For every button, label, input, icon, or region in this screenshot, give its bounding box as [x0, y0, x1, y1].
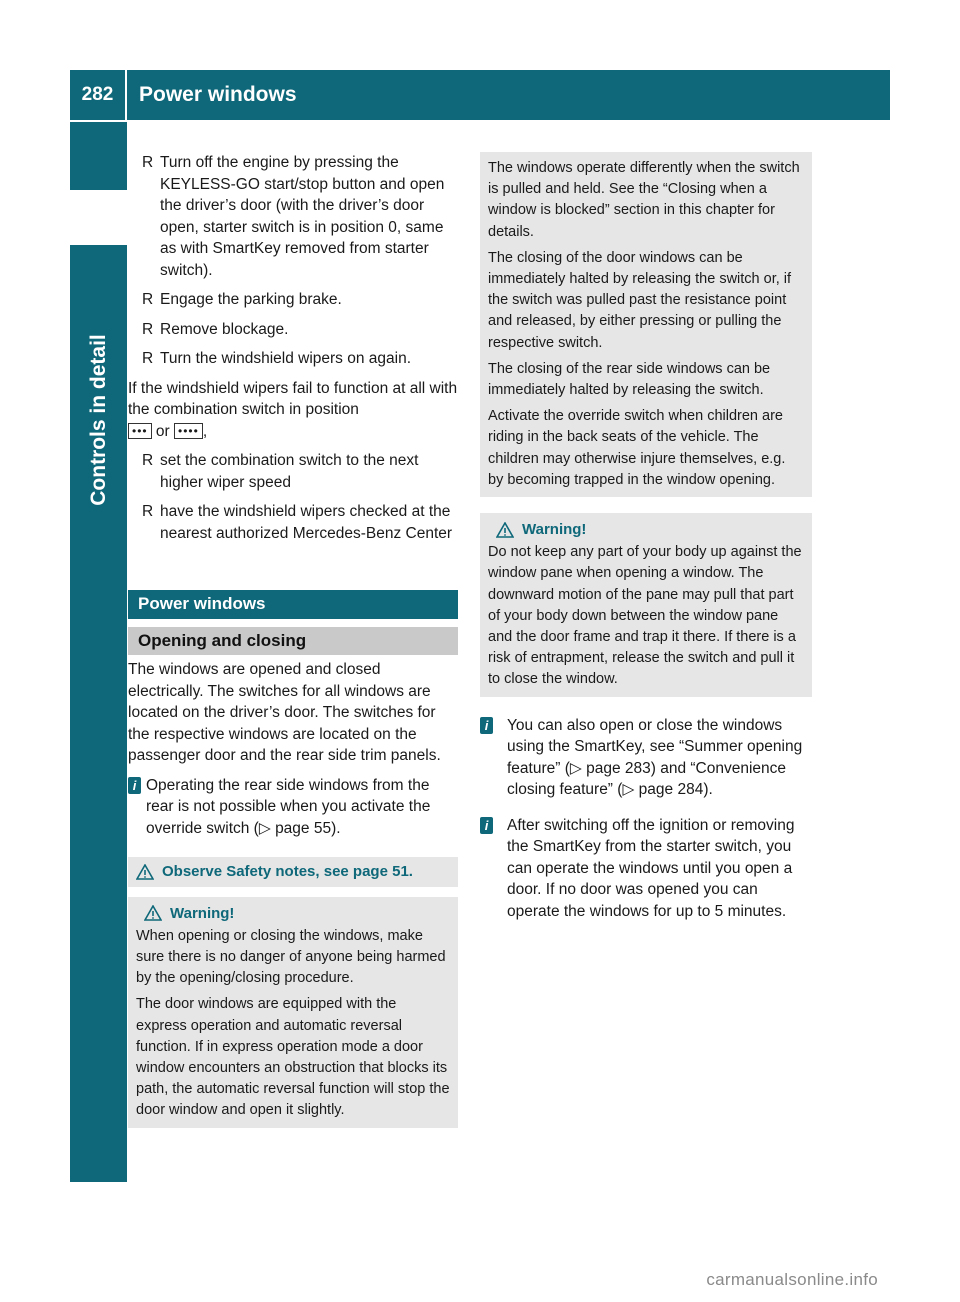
- info-note: i After switching off the ignition or removing the SmartKey from the starter switch, you can operate the windows until you open a door. If no door was opened you can operate the windows for up to 5 minutes.: [480, 815, 812, 923]
- page-header: [70, 70, 890, 120]
- wiper-speed-3-symbol: •••: [128, 423, 152, 439]
- notes-paragraph: The windows operate differently when the switch is pulled and held. See the “Closing when a window is blocked” section in this chapter for details.: [488, 160, 800, 240]
- bullet-r-icon: R: [142, 452, 154, 469]
- notes-box: [480, 152, 812, 497]
- warning-heading: Warning!: [136, 903, 450, 924]
- wiper-speed-4-symbol: ••••: [174, 423, 203, 439]
- warning-paragraph: Do not keep any part of your body up against the window pane when opening a window. The downward motion of the pane may pull that part of your body down between the window pane and the door frame and trap it there. If there is a risk of entrapment, release the switch and pull it to close the window.: [488, 544, 802, 688]
- bullet-r-icon: R: [142, 503, 154, 520]
- page-title: Power windows: [139, 83, 297, 106]
- bullet-r-icon: R: [142, 291, 154, 308]
- list-item: R Engage the parking brake.: [144, 289, 458, 311]
- side-tab-label-wrap: [70, 245, 127, 595]
- warning-triangle-icon: [144, 905, 162, 921]
- watermark: carmanualsonline.info: [706, 1270, 878, 1289]
- info-note: i You can also open or close the windows using the SmartKey, see “Summer opening feature” (▷ page 283) and “Convenience closing feature” (▷ page 284).: [480, 715, 812, 801]
- warning-heading: Warning!: [488, 519, 804, 540]
- notes-paragraph: The closing of the door windows can be immediately halted by releasing the switch or, if the switch was pulled past the resistance point and released, by either pressing or pulling the respective switch.: [488, 249, 792, 351]
- warning-triangle-icon: [496, 522, 514, 538]
- info-icon: i: [480, 817, 493, 834]
- bullet-r-icon: R: [142, 350, 154, 367]
- notes-paragraph: Activate the override switch when children are riding in the back seats of the vehicle. The children may otherwise injure themselves, e.g. by becoming trapped in the window opening.: [488, 408, 786, 488]
- side-tab-marker: [70, 190, 127, 245]
- warning-box: [480, 513, 812, 697]
- left-column: [128, 152, 458, 1138]
- bullet-r-icon: R: [142, 320, 154, 338]
- list-item: R have the windshield wipers checked at the nearest authorized Mercedes-Benz Center: [142, 503, 453, 542]
- wiper-paragraph: If the windshield wipers fail to function at all with the combination switch in position ••• or •••• ,: [128, 379, 458, 440]
- info-note: i Operating the rear side windows from the rear is not possible when you activate the override switch (▷ page 55).: [128, 775, 458, 840]
- info-icon: i: [480, 717, 493, 734]
- side-tab-label: Controls in detail: [86, 334, 110, 506]
- warning-paragraph: The door windows are equipped with the express operation and automatic reversal function. If in express operation mode a door window encounters an obstruction that blocks its path, the automatic reversal function will stop the door window and open it slightly.: [136, 996, 450, 1119]
- section-title: Power windows: [128, 590, 458, 619]
- list-item: R Remove blockage.: [144, 319, 458, 341]
- warning-triangle-icon: [136, 864, 154, 880]
- info-icon: i: [128, 777, 141, 794]
- page-number: 282: [70, 70, 127, 120]
- intro-paragraph: The windows are opened and closed electrically. The switches for all windows are located on the driver’s door. The switches for the respective windows are located on the passenger door and the rear side trim panels.: [128, 661, 441, 764]
- bullet-r-icon: R: [142, 154, 154, 171]
- list-item: R Turn off the engine by pressing the KEYLESS-GO start/stop button and open the driver’s door (with the driver’s door open, starter switch is in position 0, same as with SmartKey removed from starter switch).: [142, 154, 445, 279]
- warning-box: [128, 897, 458, 1128]
- list-item: R Turn the windshield wipers on again.: [144, 348, 458, 370]
- subsection-title: Opening and closing: [128, 627, 458, 656]
- right-column: [480, 152, 812, 930]
- list-item: R set the combination switch to the next higher wiper speed: [142, 452, 419, 491]
- safety-note-text: Observe Safety notes, see page 51.: [162, 863, 413, 880]
- safety-note: [128, 857, 458, 887]
- notes-paragraph: The closing of the rear side windows can be immediately halted by releasing the switch.: [488, 360, 771, 399]
- warning-paragraph: When opening or closing the windows, make sure there is no danger of anyone being harmed by the opening/closing procedure.: [136, 927, 446, 987]
